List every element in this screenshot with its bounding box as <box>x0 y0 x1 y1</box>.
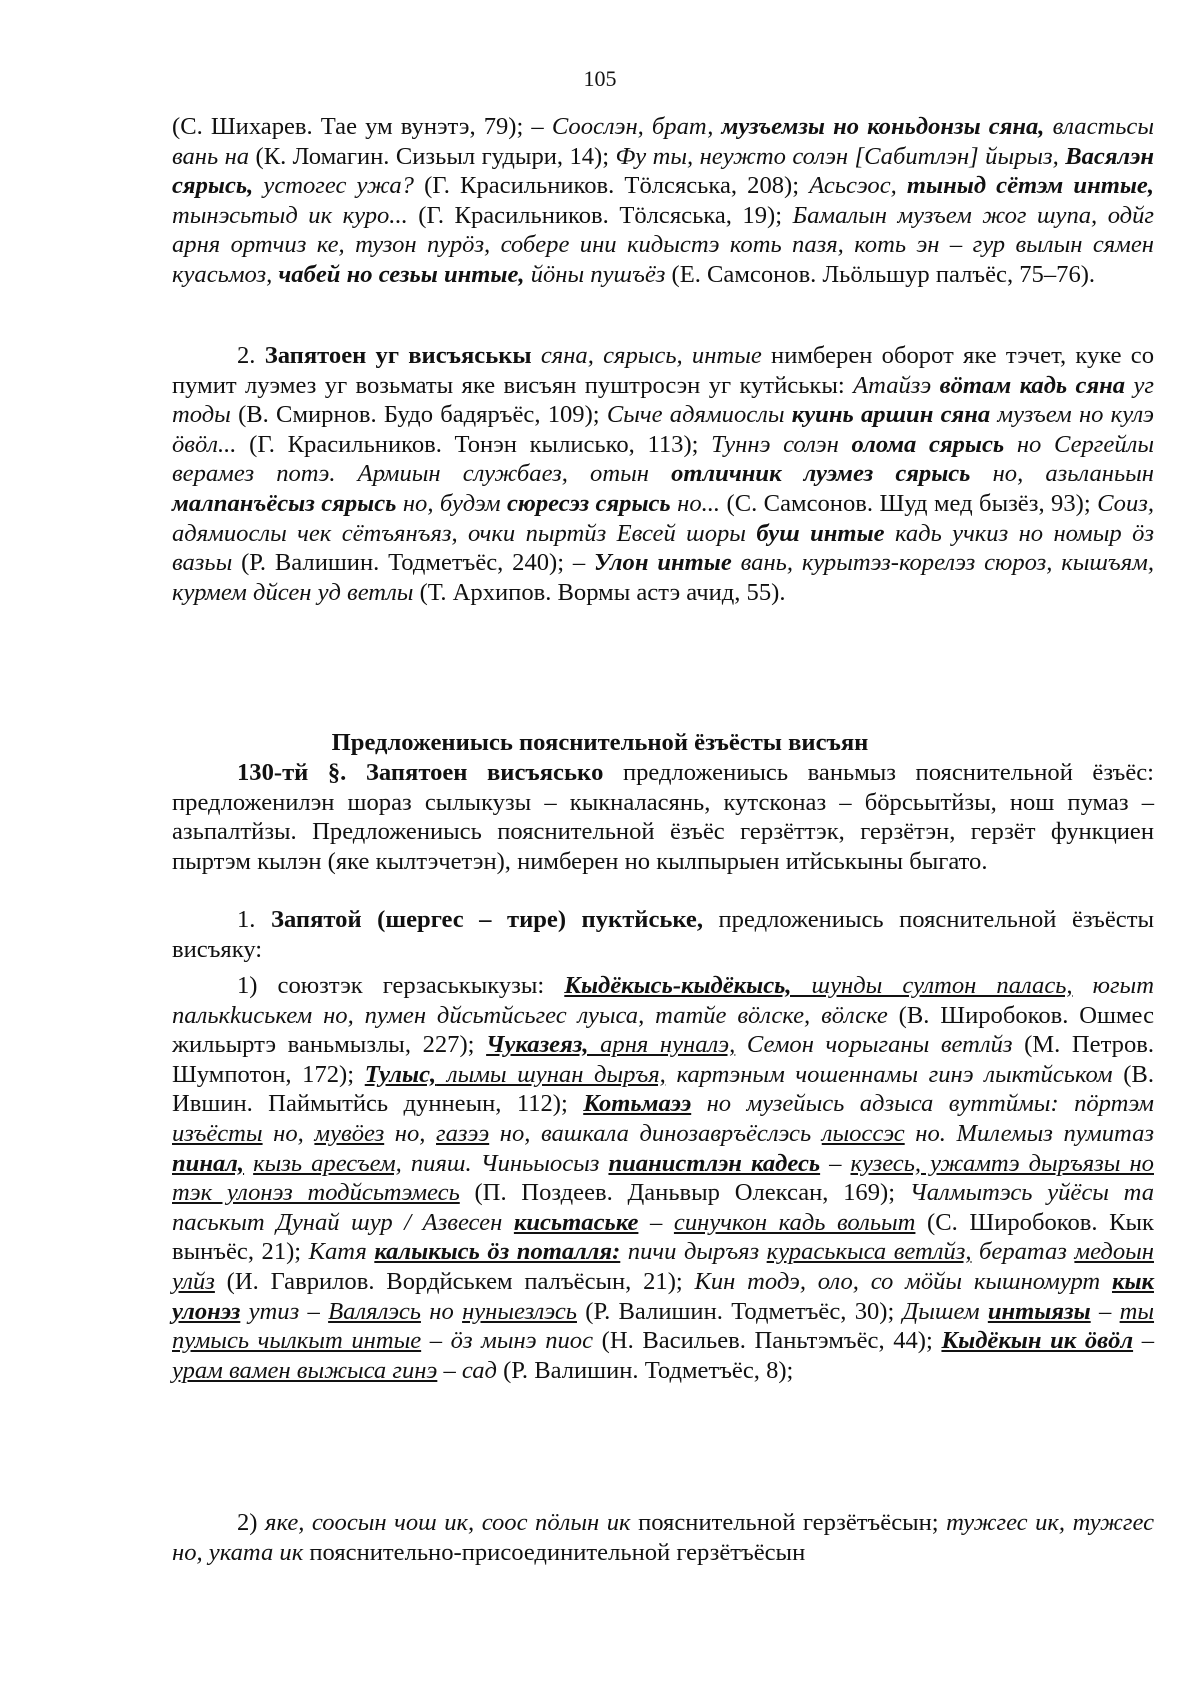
paragraph-subrule-1: 1) союзтэк герзаськыкузы: Кыдёкысь-кыдёкысь, шунды султон палась, югыт палькkиськем но, пумен дйсьтйсьгес луыса, татйе вöлске, вöлске (В. Широбоков. Ошмес жильыртэ ваньмызлы, 227); Чуказеяз, арня нуналэ, Семон чорыганы ветлйз (М. Петров. Шумпотон, 172); Тулыс, лымы шунан дыръя, картэным чошеннамы гинэ лыктйськом (В. Ившин. Паймытйсь дуннеын, 112); Котьмаээ но музейысь адзыса вуттймы: пöртэм изъёсты но, мувöез но, газээ но, вашкала динозавръёслэсь лыоссэс но. Милемыз пумитаз пинал, кызь аресъем, пияш. Чиньыосыз пианистлэн кадесь – кузесь, ужамтэ дыръязы но тэк улонэз тодйсьтэмесь (П. Поздеев. Даньвыр Олексан, 169); Чалмытэсь уйёсы та паськыт Дунай шур / Азвесен кисьтаське – синучкон кадь вольыт (С. Широбоков. Кык вынъёс, 21); Катя калыкысь öз поталля: пичи дыръяз кураськыса ветлйз, бератаз медоын улйз (И. Гаврилов. Вордйськем палъёсын, 21); Кин тодэ, оло, со мöйы кышномурт кык улонэз утиз – Валялэсь но нуныезлэсь (Р. Валишин. Тодметъёс, 30); Дышем интыязы – ты пумысь чылкыт интые – öз мынэ пиос (Н. Васильев. Паньтэмъёс, 44); Кыдёкын ик öвöл – урам вамен выжыса гинэ – сад (Р. Валишин. Тодметъёс, 8); <box>172 972 1155 1384</box>
paragraph-rule-2: 2. Запятоен уг висъяськы сяна, сярысь, интые нимберен оборот яке тэчет, куке со пумит луэмез уг возьматы яке висъян пуштросэн уг кутйськы: Атайзэ вöтам кадь сяна уг тоды (В. Смирнов. Будо бадяръёс, 109); Сыче адямиослы куинь аршин сяна музъем но кулэ öвöл... (Г. Красильников. Тонэн кылисько, 113); Туннэ солэн олома сярысь но Сергейлы верамез потэ. Армиын службаез, отын отличник луэмез сярысь но, азьланьын малпанъёсыз сярысь но, будэм сюресэз сярысь но... (С. Самсонов. Шуд мед бызёз, 93); Соиз, адямиослы чек сётъянъяз, очки пыртйз Евсей шоры буш интые кадь учкиз но номыр öз вазьы (Р. Валишин. Тодметъёс, 240); – Улон интые вань, курытэз-корелэз сюроз, кышъям, курмем дйсен уд ветлы (Т. Архипов. Вормы астэ ачид, 55). <box>172 342 1155 606</box>
paragraph-subrule-2: 2) яке, соосын чош ик, соос пöлын ик пояснительной герзётъёсын; тужгес ик, тужгес но, уката ик пояснительно-присоединительной герзётъёсын <box>172 1509 1155 1566</box>
paragraph-section-130: 130-тй §. Запятоен висъяськo предложениысь ваньмыз пояснительной ёзъёс: предложенилэн шораз сылыкузы – кыкналасянь, кутсконаз – бöрсьытйзы, нош пумаз – азьпалтйзы. Предложениысь пояснительной ёзъёс герзёттэк, герзётэн, герзёт функциен пыртэм кылэн (яке кылтэчетэн), нимберен но кылпырыен итйськыны быгато. <box>172 759 1155 875</box>
paragraph-examples-1: (С. Шихарев. Тае ум вунэтэ, 79); – Сооcлэн, брат, музъемзы но коньдонзы сяна, властьсы вань на (К. Ломагин. Сизьыл гудыри, 14); Фу ты, неужто солэн [Сабитлэн] йырыз, Васялэн сярысь, устогес ужа? (Г. Красильников. Тöлсяська, 208); Асьсэос, тыныд сётэм интые, тынэсьтыд ик куро... (Г. Красильников. Тöлсяська, 19); Бамалын музъем жог шупа, одйг арня ортчиз ке, тузон пурöз, собере ини кидыстэ коть пазя, коть эн – гур вылын сямен куасьмоз, чабей но сезьы интые, йöны пушъёз (Е. Самсонов. Льöльшур палъёс, 75–76). <box>172 113 1155 288</box>
page-number: 105 <box>583 66 617 91</box>
section-heading: Предложениысь пояснительной ёзъёсты висъян <box>331 729 869 756</box>
paragraph-rule-1: 1. Запятой (шергес – тире) пуктйське, предложениысь пояснительной ёзъёсты висъяку: <box>172 906 1154 963</box>
